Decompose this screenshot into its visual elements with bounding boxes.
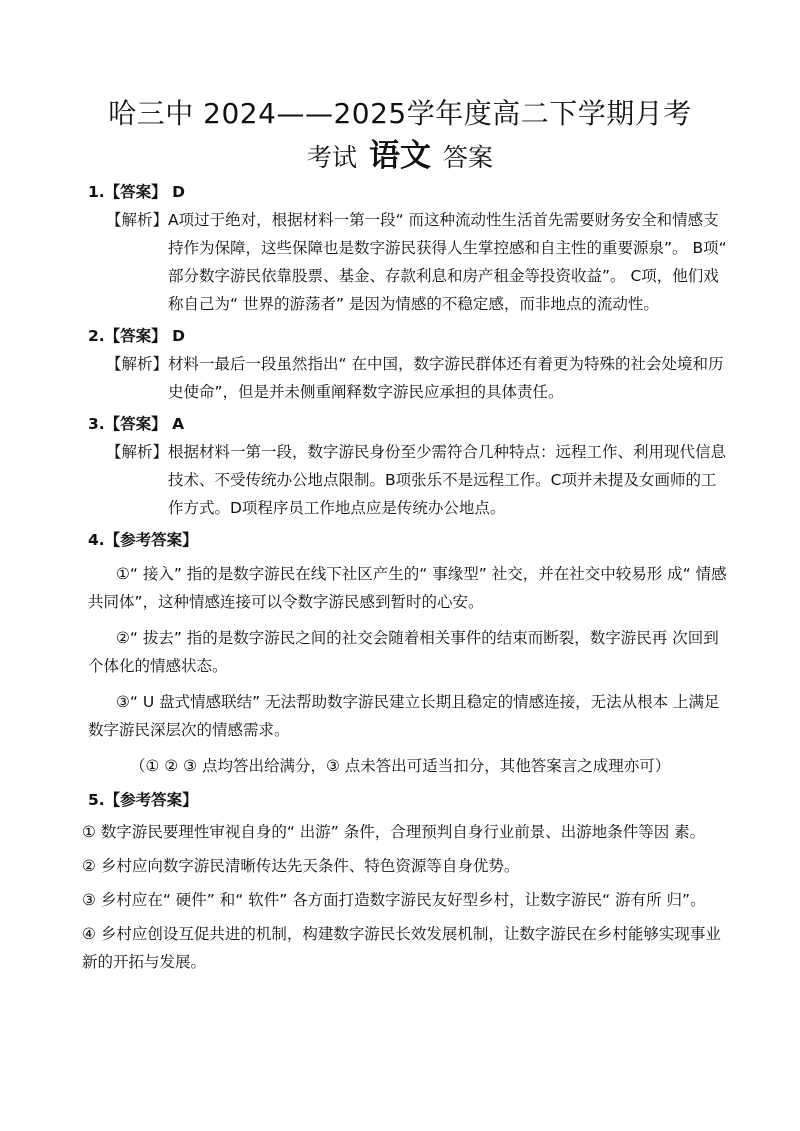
- subtitle-left: 考试: [306, 143, 357, 172]
- question-2-answer: 2.【答案】 D: [88, 327, 185, 345]
- question-5-point-3: ③ 乡村应在“ 硬件” 和“ 软件” 各方面打造数字游民友好型乡村，让数字游民“ 游有所 归”。: [82, 891, 706, 909]
- question-1-answer: 1.【答案】 D: [88, 183, 185, 201]
- question-1-explanation: [88, 206, 728, 318]
- answer-content: [82, 178, 728, 982]
- subject-name: 语文: [369, 138, 431, 174]
- explanation-text: 根据材料一第一段，数字游民身份至少需符合几种特点：远程工作、利用现代信息技术、不受传统办公地点限制。B项张乐不是远程工作。C项并未提及女画师的工作方式。D项程序员工作地点应是传统办公地点。: [168, 443, 727, 517]
- explanation-text: 材料一最后一段虽然指出“ 在中国，数字游民群体还有着更为特殊的社会处境和历史使命”，但是并未侧重阐释数字游民应承担的具体责任。: [168, 355, 724, 401]
- question-5-point-4: ④ 乡村应创设互促共进的机制，构建数字游民长效发展机制，让数字游民在乡村能够实现事业新的开拓与发展。: [82, 925, 721, 971]
- page-subtitle: [0, 138, 800, 176]
- question-4-scoring-note: （① ② ③ 点均答出给满分，③ 点未答出可适当扣分，其他答案言之成理亦可）: [130, 757, 671, 775]
- explanation-tag: 【解析】: [106, 211, 169, 229]
- page-title: 哈三中 2024——2025学年度高二下学期月考: [108, 97, 692, 130]
- question-3-answer: 3.【答案】 A: [88, 415, 185, 433]
- question-5-point-2: ② 乡村应向数字游民清晰传达先天条件、特色资源等自身优势。: [82, 857, 520, 875]
- subtitle-right: 答案: [443, 143, 494, 172]
- question-4-point-1: ①“ 接入” 指的是数字游民在线下社区产生的“ 事缘型” 社交，并在社交中较易形 成“ 情感共同体”，这种情感连接可以令数字游民感到暂时的心安。: [88, 565, 727, 611]
- question-4-answer: 4.【参考答案】: [88, 531, 198, 549]
- question-5-point-1: ① 数字游民要理性审视自身的“ 出游” 条件，合理预判自身行业前景、出游地条件等因 素。: [82, 823, 706, 841]
- question-2-explanation: [88, 350, 728, 406]
- question-5-answer: 5.【参考答案】: [88, 791, 198, 809]
- explanation-tag: 【解析】: [106, 355, 169, 373]
- question-3-explanation: [88, 438, 728, 522]
- explanation-text: A项过于绝对，根据材料一第一段“ 而这种流动性生活首先需要财务安全和情感支持作为保障，这些保障也是数字游民获得人生掌控感和自主性的重要源泉”。 B项“ 部分数字游民依靠股票、基金、存款利息和房产租金等投资收益”。 C项，他们戏称自己为“ 世界的游荡者” 是因为情感的不稳定感，而非地点的流动性。: [168, 211, 727, 313]
- question-4-point-3: ③“ U 盘式情感联结” 无法帮助数字游民建立长期且稳定的情感连接，无法从根本 上满足数字游民深层次的情感需求。: [88, 693, 720, 739]
- question-4-point-2: ②“ 拔去” 指的是数字游民之间的社交会随着相关事件的结束而断裂，数字游民再 次回到个体化的情感状态。: [88, 629, 719, 675]
- explanation-tag: 【解析】: [106, 443, 169, 461]
